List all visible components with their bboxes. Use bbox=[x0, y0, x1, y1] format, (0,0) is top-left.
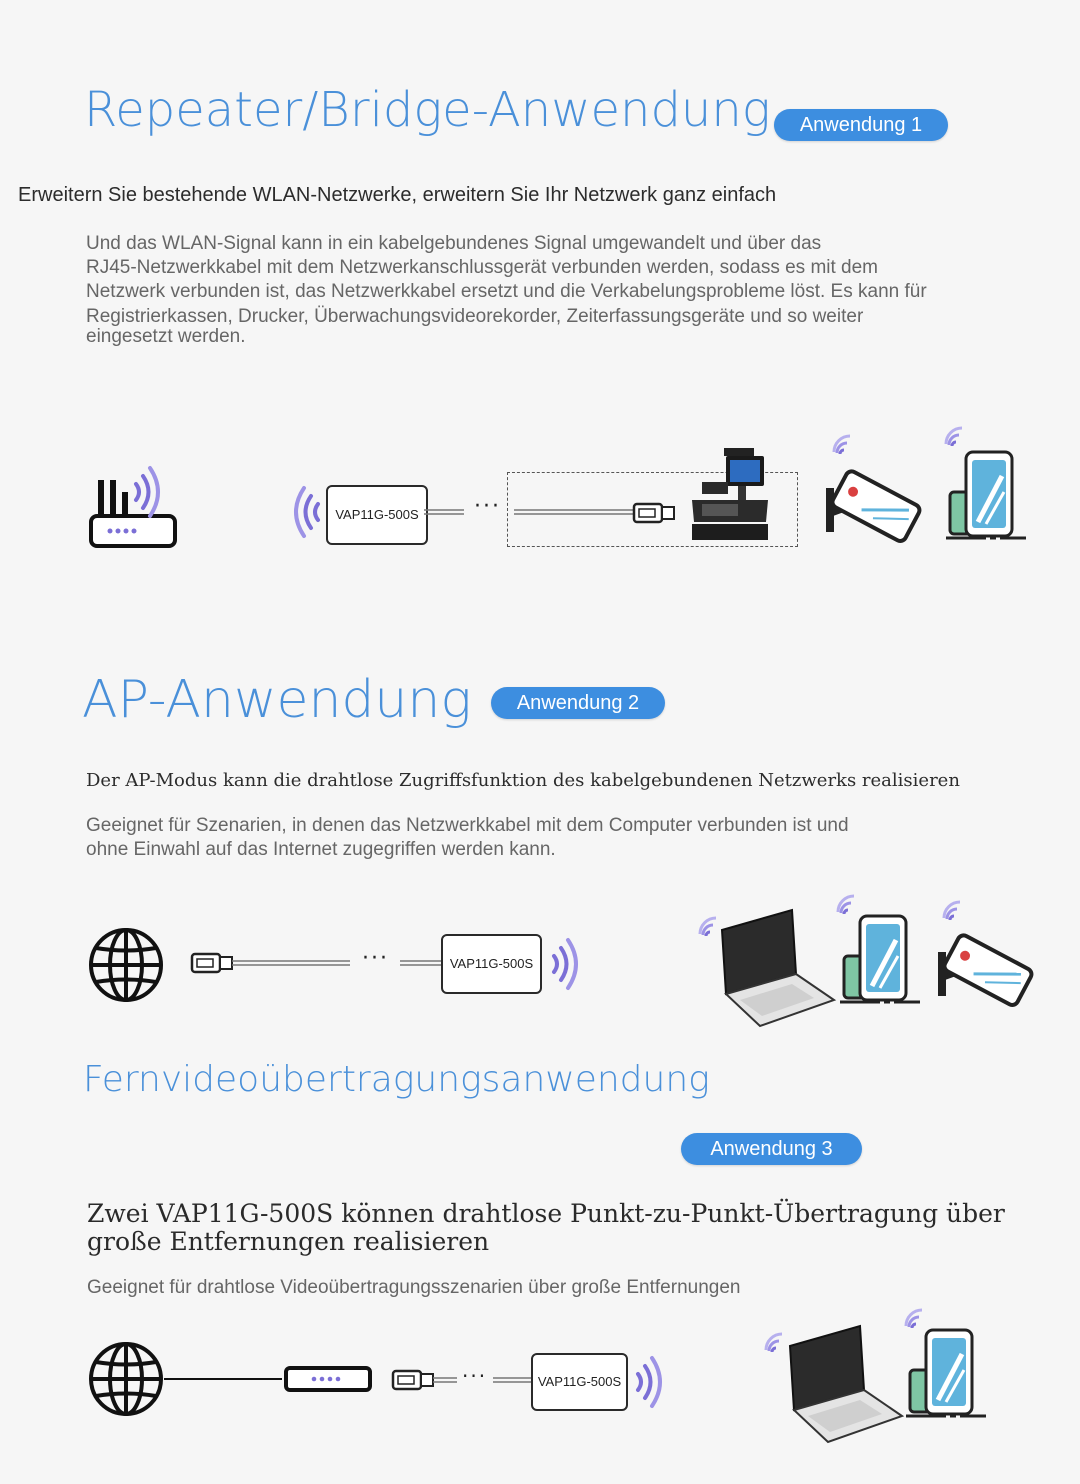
smartphone-icon bbox=[942, 430, 1032, 542]
paragraph-line: Registrierkassen, Drucker, Überwachungsvideorekorder, Zeiterfassungsgeräte und so weiter bbox=[86, 306, 864, 327]
section1-badge: Anwendung 1 bbox=[774, 109, 948, 141]
paragraph-line: Und das WLAN-Signal kann in ein kabelgebundenes Signal umgewandelt und über das bbox=[86, 233, 822, 254]
section1-subtitle: Erweitern Sie bestehende WLAN-Netzwerke, erweitern Sie Ihr Netzwerk ganz einfach bbox=[18, 184, 777, 206]
subtitle-line: Zwei VAP11G-500S können drahtlose Punkt-zu-Punkt-Übertragung über bbox=[87, 1199, 1005, 1228]
cash-register-icon bbox=[688, 444, 772, 544]
paragraph-line: Netzwerk verbunden ist, das Netzwerkkabel ersetzt und die Verkabelungsprobleme löst. Es kann für bbox=[86, 281, 927, 302]
section3-paragraph: Geeignet für drahtlose Videoübertragungsszenarien über große Entfernungen bbox=[87, 1277, 741, 1298]
device-label: VAP11G-500S bbox=[537, 1374, 622, 1389]
globe-icon bbox=[86, 1340, 166, 1420]
globe-icon bbox=[86, 926, 166, 1006]
device-label: VAP11G-500S bbox=[449, 956, 534, 971]
security-camera-icon bbox=[826, 434, 936, 544]
wifi-signal-icon bbox=[548, 938, 588, 994]
paragraph-line: ohne Einwahl auf das Internet zugegriffen werden kann. bbox=[86, 839, 556, 860]
router-icon bbox=[88, 470, 188, 560]
connection-dots: ··· bbox=[462, 1364, 488, 1388]
subtitle-line: große Entfernungen realisieren bbox=[87, 1227, 490, 1256]
connection-dots: ··· bbox=[362, 946, 389, 971]
paragraph-line: Geeignet für Szenarien, in denen das Netzwerkkabel mit dem Computer verbunden ist und bbox=[86, 815, 849, 836]
section2-paragraph bbox=[86, 814, 1046, 862]
section1-paragraph bbox=[86, 232, 1076, 347]
section2-title: AP-Anwendung bbox=[82, 670, 472, 730]
bridge-device bbox=[531, 1353, 628, 1411]
smartphone-icon bbox=[836, 898, 926, 1010]
section3-badge: Anwendung 3 bbox=[681, 1133, 862, 1165]
laptop-icon bbox=[766, 1320, 896, 1430]
wifi-signal-icon bbox=[634, 1356, 674, 1412]
section3-subtitle bbox=[87, 1200, 1005, 1256]
network-switch-icon bbox=[164, 1362, 376, 1396]
section2-badge: Anwendung 2 bbox=[491, 687, 665, 719]
connection-dots: ··· bbox=[474, 494, 501, 519]
device-label: VAP11G-500S bbox=[335, 507, 419, 522]
smartphone-icon bbox=[904, 1312, 994, 1424]
section3-title: Fernvideoübertragungsanwendung bbox=[83, 1059, 710, 1100]
wifi-signal-icon bbox=[286, 486, 322, 542]
paragraph-line: RJ45-Netzwerkkabel mit dem Netzwerkanschlussgerät verbunden werden, sodass es mit dem bbox=[86, 257, 879, 278]
section2-subtitle: Der AP-Modus kann die drahtlose Zugriffsfunktion des kabelgebundenen Netzwerks realisieren bbox=[86, 770, 960, 791]
ethernet-plug-icon bbox=[192, 950, 442, 980]
laptop-icon bbox=[700, 906, 830, 1016]
security-camera-icon bbox=[940, 902, 1040, 1012]
paragraph-line: eingesetzt werden. bbox=[86, 326, 246, 347]
section1-title: Repeater/Bridge-Anwendung bbox=[84, 82, 771, 138]
ap-device bbox=[441, 934, 542, 994]
repeater-device bbox=[326, 485, 428, 545]
